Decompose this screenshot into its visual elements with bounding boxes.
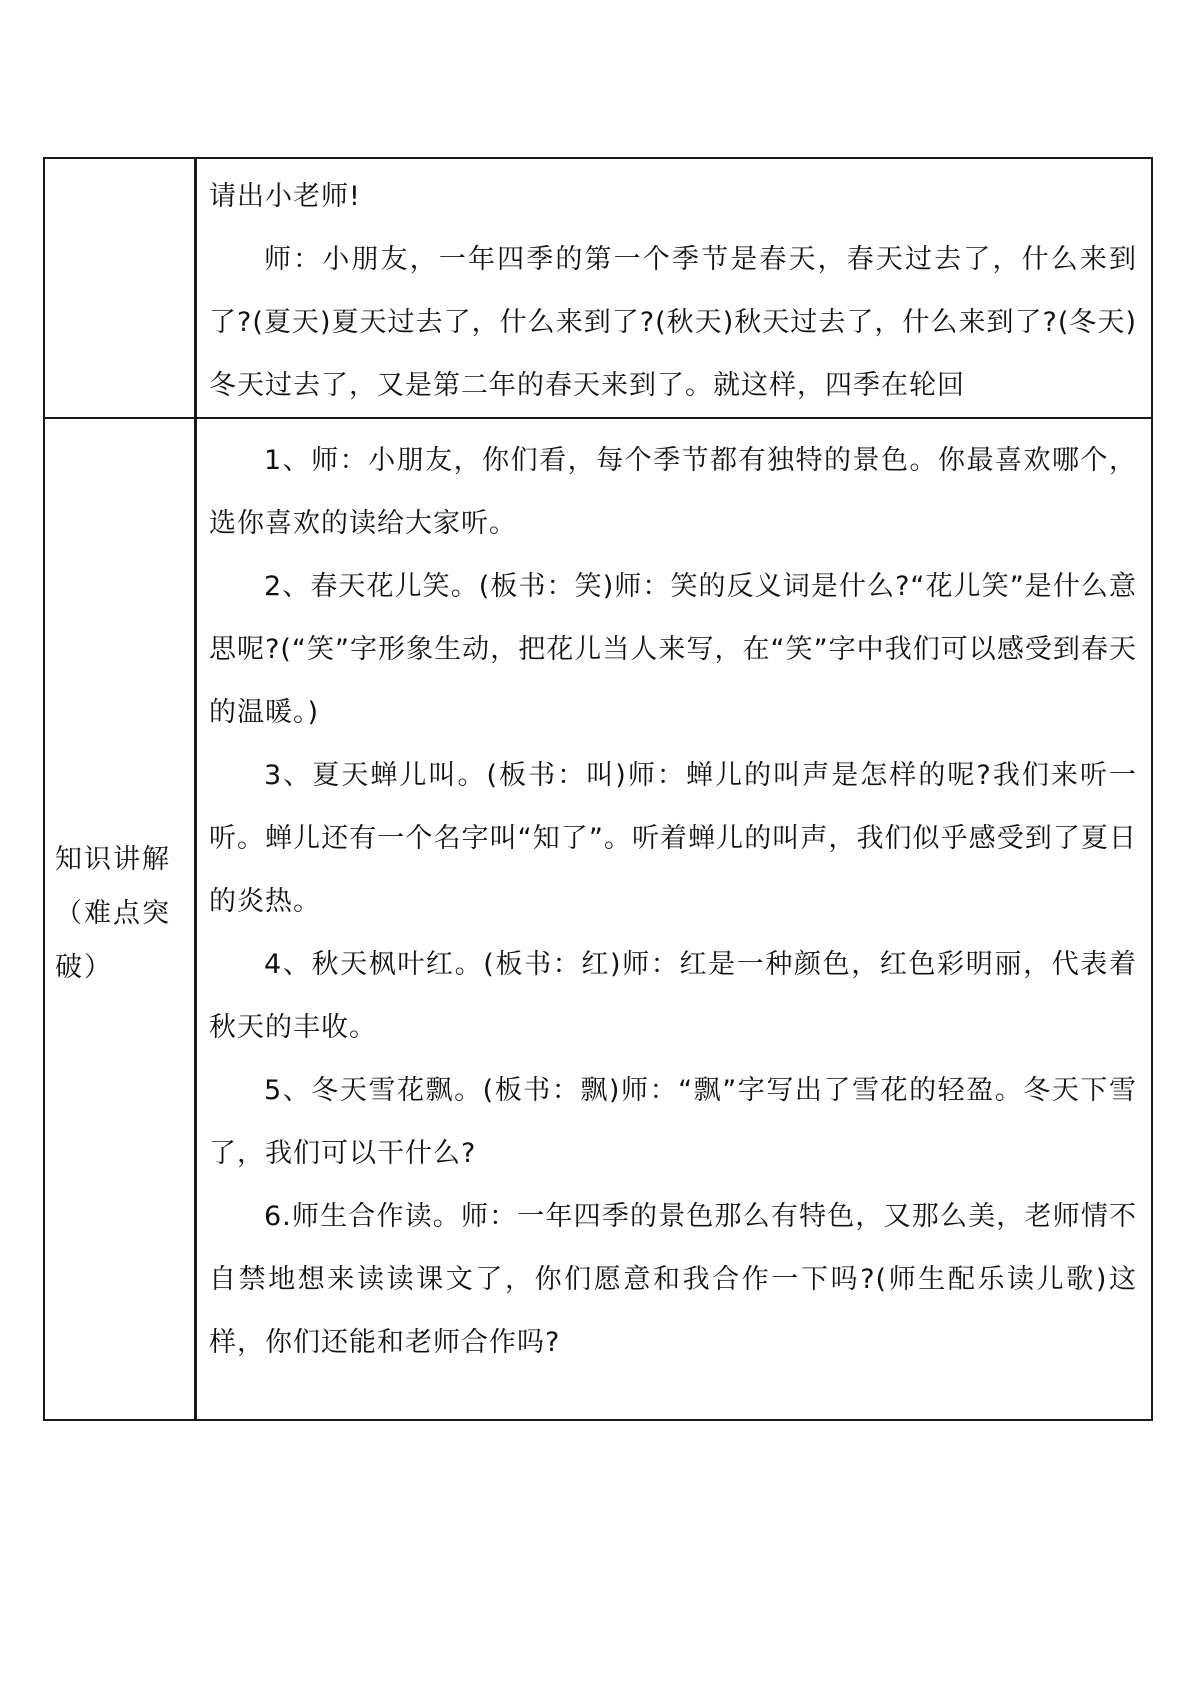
paragraph: 6.师生合作读。师：一年四季的景色那么有特色，又那么美，老师情不自禁地想来读读课文了，你们愿意和我合作一下吗?(师生配乐读儿歌)这样，你们还能和老师合作吗? xyxy=(209,1201,1137,1358)
intro-content xyxy=(197,159,1151,417)
section-label xyxy=(45,833,194,995)
paragraph: 5、冬天雪花飘。(板书：飘)师：“飘”字写出了雪花的轻盈。冬天下雪了，我们可以干什么? xyxy=(209,1075,1137,1169)
content-cell xyxy=(196,418,1153,1420)
paragraph: 请出小老师! xyxy=(209,181,361,212)
section-label-line: 知识讲解 xyxy=(55,844,171,875)
table-row xyxy=(44,158,1152,418)
row-label-cell xyxy=(44,418,196,1420)
section-label-line: （难点突 xyxy=(55,898,171,929)
paragraph: 4、秋天枫叶红。(板书：红)师：红是一种颜色，红色彩明丽，代表着秋天的丰收。 xyxy=(209,949,1137,1043)
paragraph: 2、春天花儿笑。(板书：笑)师：笑的反义词是什么?“花儿笑”是什么意思呢?(“笑”字形象生动，把花儿当人来写，在“笑”字中我们可以感受到春天的温暖。) xyxy=(209,571,1137,728)
lesson-table xyxy=(43,157,1153,1421)
paragraph: 3、夏天蝉儿叫。(板书：叫)师：蝉儿的叫声是怎样的呢?我们来听一听。蝉儿还有一个名字叫“知了”。听着蝉儿的叫声，我们似乎感受到了夏日的炎热。 xyxy=(209,760,1137,917)
paragraph: 师：小朋友，一年四季的第一个季节是春天，春天过去了，什么来到了?(夏天)夏天过去了，什么来到了?(秋天)秋天过去了，什么来到了?(冬天)冬天过去了，又是第二年的春天来到了。就这样，四季在轮回 xyxy=(209,244,1137,401)
knowledge-content xyxy=(197,419,1151,1374)
paragraph: 1、师：小朋友，你们看，每个季节都有独特的景色。你最喜欢哪个，选你喜欢的读给大家听。 xyxy=(209,445,1137,539)
row-label-cell xyxy=(44,158,196,418)
section-label-line: 破） xyxy=(55,952,113,983)
content-cell xyxy=(196,158,1153,418)
table-row xyxy=(44,418,1152,1420)
